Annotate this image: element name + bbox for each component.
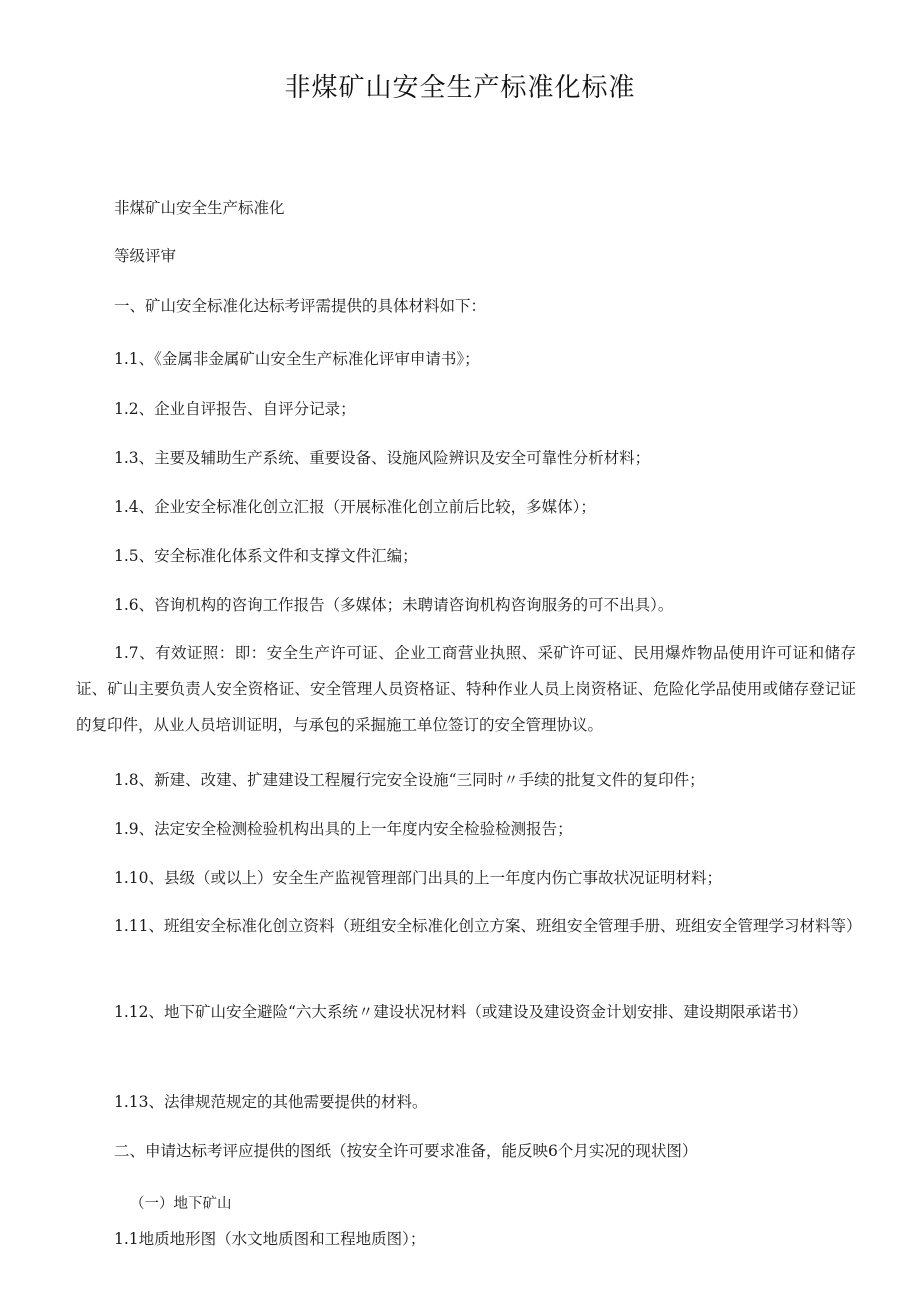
list-item: 1.4、企业安全标准化创立汇报（开展标准化创立前后比较，多媒体）；: [114, 498, 596, 516]
list-item: 1.3、主要及辅助生产系统、重要设备、设施风险辨识及安全可靠性分析材料；: [114, 449, 651, 467]
list-item: 1.10、县级（或以上）安全生产监视管理部门出具的上一年度内伤亡事故状况证明材料；: [114, 869, 723, 887]
list-item: 1.13、法律规范规定的其他需要提供的材料。: [114, 1093, 428, 1111]
intro-line-2: 等级评审: [114, 247, 177, 265]
document-title: 非煤矿山安全生产标准化标准: [284, 73, 636, 103]
list-item: 1.2、企业自评报告、自评分记录；: [114, 400, 356, 418]
list-item: 1.8、新建、改建、扩建建设工程履行完安全设施“三同时〃手续的批复文件的复印件；: [114, 771, 705, 789]
list-item: 1.11、班组安全标准化创立资料（班组安全标准化创立方案、班组安全管理手册、班组安全管理学习材料等）: [114, 917, 862, 935]
list-item: 1.1、《金属非金属矿山安全生产标准化评审申请书》；: [114, 350, 480, 368]
section-2-subheading: （一）地下矿山: [130, 1196, 232, 1212]
intro-line-1: 非煤矿山安全生产标准化: [114, 199, 285, 217]
section-1-heading: 一、矿山安全标准化达标考评需提供的具体材料如下：: [114, 297, 487, 315]
list-item: 1.12、地下矿山安全避险“六大系统〃建设状况材料（或建设及建设资金计划安排、建设期限承诺书）: [114, 1003, 808, 1021]
list-item: 1.1地质地形图（水文地质图和工程地质图）；: [114, 1230, 426, 1248]
list-item: 1.6、咨询机构的咨询工作报告（多媒体；未聘请咨询机构咨询服务的可不出具）。: [114, 596, 674, 614]
list-item: 1.7、有效证照：即：安全生产许可证、企业工商营业执照、采矿许可证、民用爆炸物品使用许可证和储存证、矿山主要负责人安全资格证、安全管理人员资格证、特种作业人员上岗资格证、危险化学品使用或储存登记证的复印件，从业人员培训证明，与承包的采掘施工单位签订的安全管理协议。: [76, 644, 856, 734]
section-2-heading: 二、申请达标考评应提供的图纸（按安全许可要求准备，能反映6个月实况的现状图）: [114, 1142, 698, 1160]
list-item: 1.5、安全标准化体系文件和支撑文件汇编；: [114, 547, 418, 565]
list-item: 1.9、法定安全检测检验机构出具的上一年度内安全检验检测报告；: [114, 820, 573, 838]
